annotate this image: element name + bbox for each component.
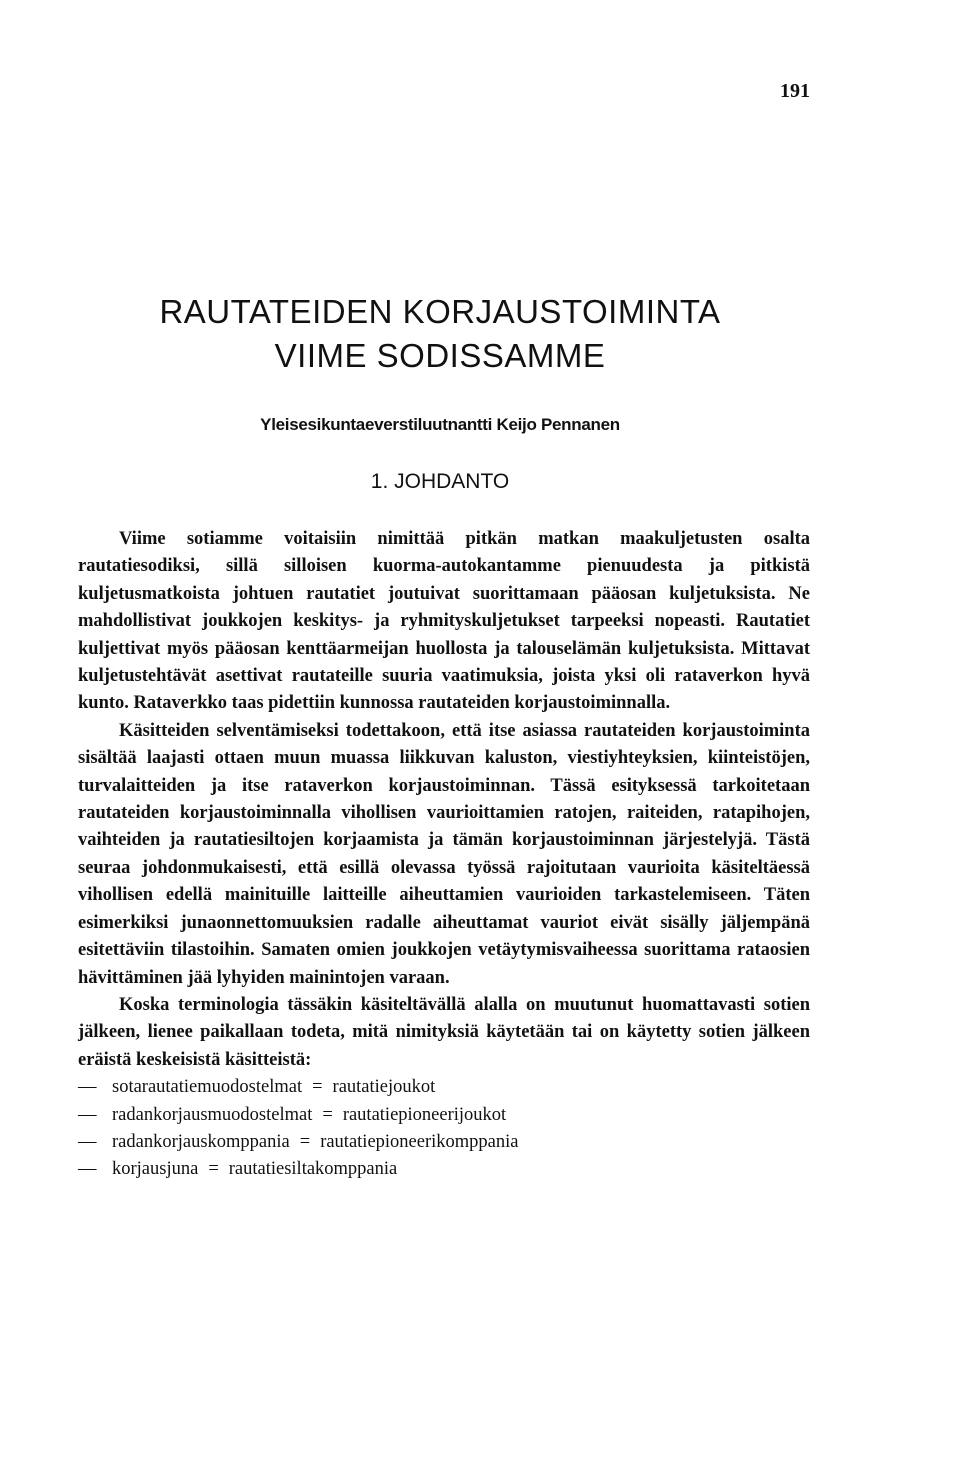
term-item [78,1074,810,1101]
term-equals: = [208,1159,219,1180]
term-old: radankorjauskomppania [112,1131,290,1152]
term-old: sotarautatiemuodostelmat [112,1077,303,1098]
term-dash: — [78,1077,97,1098]
term-old: korjausjuna [112,1159,199,1180]
term-equals: = [322,1104,333,1125]
term-equals: = [312,1077,323,1098]
title-line-2: VIIME SODISSAMME [274,337,606,374]
term-item [78,1129,810,1156]
page-number: 191 [780,80,810,102]
title-line-1: RAUTATEIDEN KORJAUSTOIMINTA [159,293,721,330]
term-new: rautatiesiltakomppania [228,1159,398,1180]
term-item [78,1102,810,1129]
term-old: radankorjausmuodostelmat [112,1104,313,1125]
section-heading: 1. JOHDANTO [370,470,510,493]
term-dash: — [78,1131,97,1152]
term-list [78,1074,810,1184]
term-new: rautatiepioneerikomppania [320,1131,519,1152]
term-equals: = [299,1131,311,1152]
term-item [78,1156,810,1183]
title-block [0,290,880,378]
author-line: Yleisesikuntaeverstiluutnantti Keijo Pennanen [260,415,620,434]
body-text [78,526,810,1184]
term-new: rautatiepioneerijoukot [342,1104,507,1125]
term-dash: — [78,1104,97,1125]
paragraph-3: Koska terminologia tässäkin käsiteltävällä alalla on muutunut huomattavasti sotien jälkeen, lienee paikallaan todeta, mitä nimityksiä käytetään tai on käytetty sotien jälkeen eräistä keskeisistä käsitteistä: [78,994,810,1070]
term-new: rautatiejoukot [332,1077,436,1098]
paragraph-2: Käsitteiden selventämiseksi todettakoon, että itse asiassa rautateiden korjaustoiminta sisältää laajasti ottaen muun muassa liikkuvan kaluston, viestiyhteyksien, kiinteistöjen, turvalaitteiden ja itse rataverkon korjaustoiminnan. Tässä esityksessä tarkoitetaan rautateiden korjaustoiminnalla vihollisen vaurioittamien ratojen, raiteiden, ratapihojen, vaihteiden ja rautatiesiltojen korjaamista ja tämän korjaustoiminnan järjestelyjä. Tästä seuraa johdonmukaisesti, että esillä olevassa työssä rajoitutaan vaurioita käsiteltäessä vihollisen edellä mainituille laitteille aiheuttamien vaurioiden tarkastelemiseen. Täten esimerkiksi junaonnettomuuksien radalle aiheuttamat vauriot eivät sisälly jäljempänä esitettäviin tilastoihin. Samaten omien joukkojen vetäytymisvaiheessa suorittama rataosien hävittäminen jää lyhyiden mainintojen varaan. [78,720,810,988]
paragraph-1: Viime sotiamme voitaisiin nimittää pitkän matkan maakuljetusten osalta rautatiesodiksi, sillä silloisen kuorma-autokantamme pienuudesta ja pitkistä kuljetusmatkoista johtuen rautatiet joutuivat suorittamaan pääosan kuljetuksista. Ne mahdollistivat joukkojen keskitys- ja ryhmityskuljetukset tarpeeksi nopeasti. Rautatiet kuljettivat myös pääosan kenttäarmeijan huollosta ja talouselämän kuljetuksista. Mittavat kuljetustehtävät asettivat rautateille suuria vaatimuksia, joista yksi oli rataverkon hyvä kunto. Rataverkko taas pidettiin kunnossa rautateiden korjaustoiminnalla. [78,529,810,714]
term-dash: — [78,1159,97,1180]
